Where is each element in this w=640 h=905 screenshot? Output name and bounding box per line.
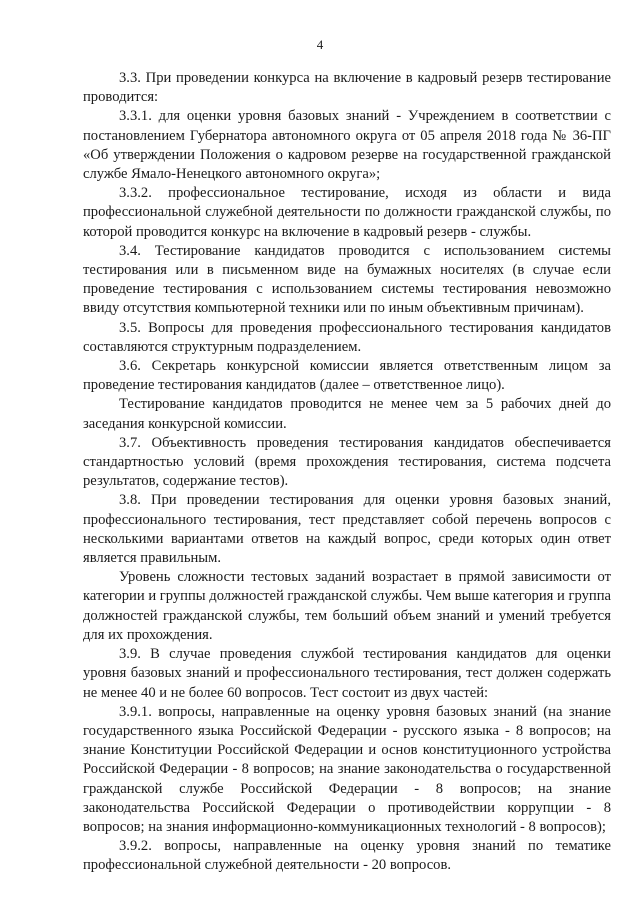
page-number: 4 <box>316 37 324 52</box>
paragraph-3-6: 3.6. Секретарь конкурсной комиссии является ответственным лицом за проведение тестирования кандидатов (далее – ответственное лицо). <box>83 358 611 394</box>
paragraph-3-9: 3.9. В случае проведения службой тестирования кандидатов для оценки уровня базовых знаний и профессионального тестирования, тест должен содержать не менее 40 и не более 60 вопросов. Тест состоит из двух частей: <box>83 646 611 701</box>
paragraph-3-3-1: 3.3.1. для оценки уровня базовых знаний - Учреждением в соответствии с постановлением Губернатора автономного округа от 05 апреля 2018 года № 36-ПГ «Об утверждении Положения о кадровом резерве на государственной гражданской службе Ямало-Ненецкого автономного округа»; <box>83 108 611 183</box>
paragraph-3-5: 3.5. Вопросы для проведения профессионального тестирования кандидатов составляются структурным подразделением. <box>83 319 611 355</box>
paragraph-3-8: 3.8. При проведении тестирования для оценки уровня базовых знаний, профессионального тестирования, тест представляет собой перечень вопросов с несколькими вариантами ответов на каждый вопрос, среди которых один ответ является правильным. <box>83 492 611 567</box>
paragraph-3-3: 3.3. При проведении конкурса на включение в кадровый резерв тестирование проводится: <box>83 70 611 106</box>
paragraph-3-9-1: 3.9.1. вопросы, направленные на оценку уровня базовых знаний (на знание государственного языка Российской Федерации - русского языка - 8 вопросов; на знание Конституции Российской Федерации и основ конституционного устройства Российской Федерации - 8 вопросов; на знание законодательства о государственной гражданской службе Российской Федерации - 8 вопросов; на знание законодательства Российской Федерации о противодействии коррупции - 8 вопросов; на знания информационно-коммуникационных технологий - 8 вопросов); <box>83 703 611 835</box>
paragraph-difficulty-level: Уровень сложности тестовых заданий возрастает в прямой зависимости от категории и группы должностей гражданской службы. Чем выше категория и группа должностей гражданской службы, тем больший объем знаний и умений требуется для их прохождения. <box>83 569 611 643</box>
paragraph-testing-deadline: Тестирование кандидатов проводится не менее чем за 5 рабочих дней до заседания конкурсной комиссии. <box>83 396 611 432</box>
paragraph-3-7: 3.7. Объективность проведения тестирования кандидатов обеспечивается стандартностью условий (время прохождения тестирования, система подсчета результатов, содержание тестов). <box>83 434 611 490</box>
paragraph-3-4: 3.4. Тестирование кандидатов проводится с использованием системы тестирования или в письменном виде на бумажных носителях (в случае если проведение тестирования с использованием системы тестирования невозможно ввиду отсутствия компьютерной техники или по иным объективным причинам). <box>83 242 611 317</box>
document-body <box>83 69 611 876</box>
paragraph-3-9-2: 3.9.2. вопросы, направленные на оценку уровня знаний по тематике профессиональной служебной деятельности - 20 вопросов. <box>83 838 611 874</box>
paragraph-3-3-2: 3.3.2. профессиональное тестирование, исходя из области и вида профессиональной служебной деятельности по должности гражданской службы, по которой проводится конкурс на включение в кадровый резерв - службы. <box>83 185 611 240</box>
